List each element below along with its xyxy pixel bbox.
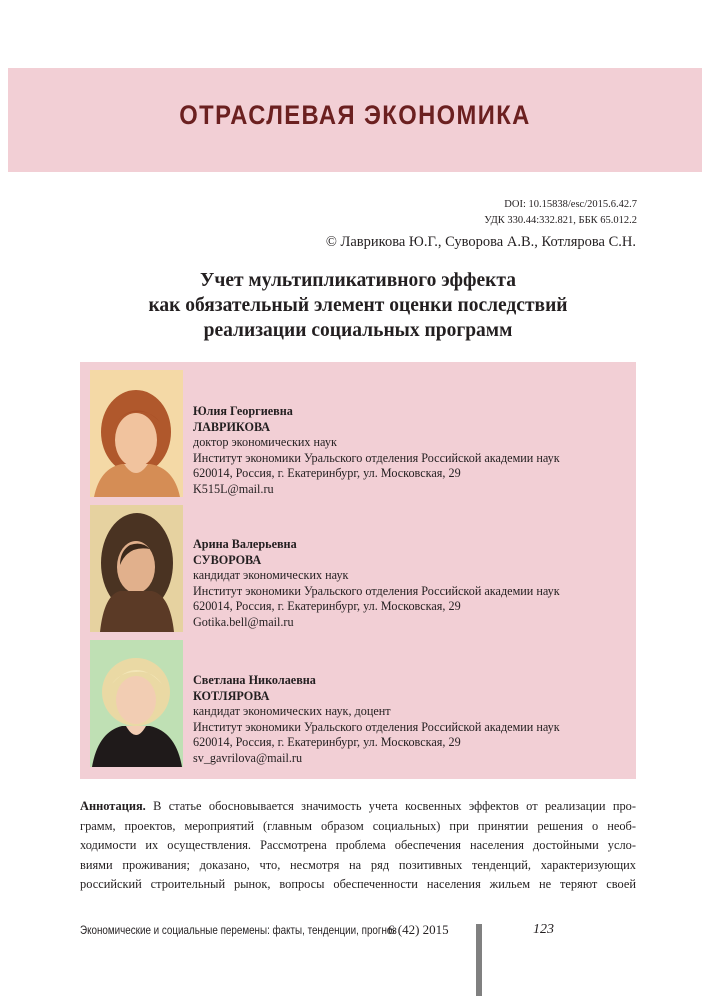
footer-divider-bar bbox=[476, 924, 482, 996]
authors-panel bbox=[80, 362, 636, 779]
abstract-line: российский строительный рынок, вопросы обеспеченности населения жильем не теряют своей bbox=[80, 877, 636, 892]
footer-journal-name: Экономические и социальные перемены: факты, тенденции, прогноз bbox=[80, 923, 397, 937]
abstract bbox=[80, 797, 636, 895]
article-title-line: Учет мультипликативного эффекта bbox=[200, 270, 516, 291]
abstract-line: ходимости их осуществления. Рассмотрена проблема обеспечения населения достойными усло- bbox=[80, 838, 636, 853]
abstract-line: грамм, проектов, мероприятий (главным образом социальных) при принятии решения о необ- bbox=[80, 818, 636, 833]
author-card bbox=[90, 370, 630, 498]
doi: DOI: 10.15838/esc/2015.6.42.7 bbox=[504, 199, 637, 210]
article-title bbox=[80, 268, 636, 343]
author-institution: Институт экономики Уральского отделения Российской академии наук bbox=[193, 719, 560, 734]
author-first-names: Арина Валерьевна bbox=[193, 537, 297, 551]
author-surname: СУВОРОВА bbox=[193, 552, 262, 567]
author-address: 620014, Россия, г. Екатеринбург, ул. Московская, 29 bbox=[193, 599, 461, 613]
author-info bbox=[193, 404, 560, 497]
abstract-line: виями проживания; доказано, что, несмотря на ряд позитивных тенденций, характеризующих bbox=[80, 857, 636, 872]
abstract-text: В статье обосновывается значимость учета косвенных эффектов от реализации про- bbox=[145, 799, 636, 813]
article-title-line: реализации социальных программ bbox=[203, 320, 513, 341]
udk-bbk: УДК 330.44:332.821, ББК 65.012.2 bbox=[484, 215, 637, 226]
author-info bbox=[193, 537, 560, 630]
abstract-label: Аннотация. bbox=[80, 799, 146, 813]
author-address: 620014, Россия, г. Екатеринбург, ул. Московская, 29 bbox=[193, 735, 461, 749]
author-degree: кандидат экономических наук bbox=[193, 568, 349, 582]
author-degree: кандидат экономических наук, доцент bbox=[193, 704, 391, 718]
copyright-line: © Лаврикова Ю.Г., Суворова А.В., Котлярова С.Н. bbox=[325, 234, 636, 250]
author-first-names: Светлана Николаевна bbox=[193, 673, 316, 687]
author-degree: доктор экономических наук bbox=[193, 435, 337, 449]
abstract-line bbox=[80, 797, 636, 817]
author-email: K515L@mail.ru bbox=[193, 481, 274, 496]
author-first-names: Юлия Георгиевна bbox=[193, 404, 293, 418]
article-title-line: как обязательный элемент оценки последствий bbox=[148, 295, 568, 316]
author-institution: Институт экономики Уральского отделения Российской академии наук bbox=[193, 450, 560, 465]
footer-issue: 6 (42) 2015 bbox=[388, 922, 449, 937]
page-number: 123 bbox=[533, 922, 554, 937]
author-address: 620014, Россия, г. Екатеринбург, ул. Московская, 29 bbox=[193, 466, 461, 480]
author-email: sv_gavrilova@mail.ru bbox=[193, 750, 303, 765]
author-photo bbox=[90, 505, 183, 632]
section-title: ОТРАСЛЕВАЯ ЭКОНОМИКА bbox=[179, 100, 531, 130]
author-card bbox=[90, 640, 630, 768]
author-info bbox=[193, 673, 560, 766]
author-photo bbox=[90, 640, 183, 767]
author-institution: Институт экономики Уральского отделения Российской академии наук bbox=[193, 583, 560, 598]
author-card bbox=[90, 505, 630, 633]
author-email: Gotika.bell@mail.ru bbox=[193, 614, 294, 629]
author-photo bbox=[90, 370, 183, 497]
author-surname: ЛАВРИКОВА bbox=[193, 419, 271, 434]
author-surname: КОТЛЯРОВА bbox=[193, 688, 270, 703]
